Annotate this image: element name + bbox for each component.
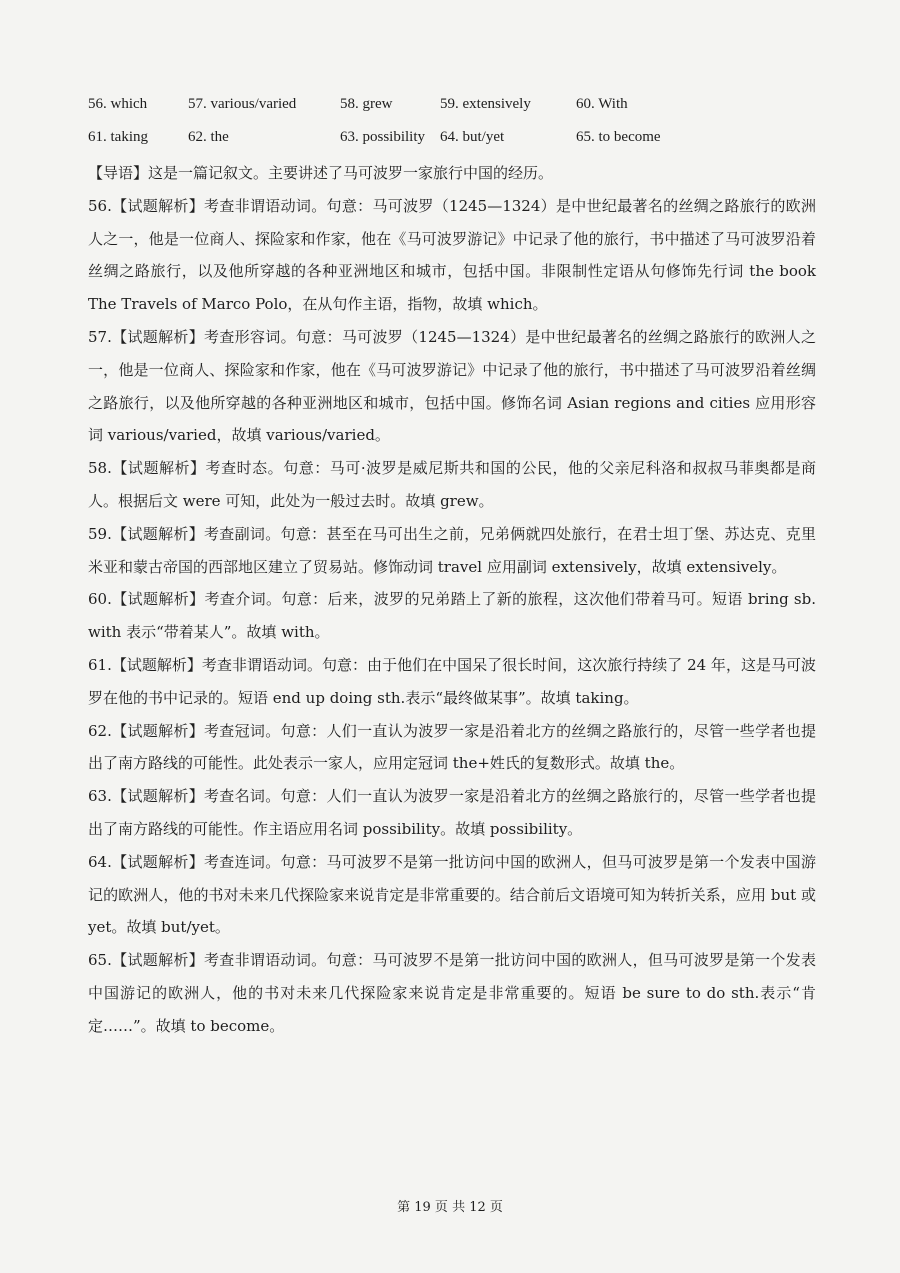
- answer-row: [88, 125, 828, 158]
- explanation-paragraph: 58.【试题解析】考查时态。句意：马可·波罗是威尼斯共和国的公民，他的父亲尼科洛和叔叔马菲奥都是商人。根据后文 were 可知，此处为一般过去时。故填 grew。: [88, 459, 816, 510]
- answer-item: 59. extensively: [440, 96, 531, 112]
- explanation-paragraph: 61.【试题解析】考查非谓语动词。句意：由于他们在中国呆了很长时间，这次旅行持续了 24 年，这是马可波罗在他的书中记录的。短语 end up doing sth.表示“最终做某事”。故填 taking。: [88, 655, 816, 707]
- explanation-paragraph: 56.【试题解析】考查非谓语动词。句意：马可波罗（1245—1324）是中世纪最著名的丝绸之路旅行的欧洲人之一，他是一位商人、探险家和作家，他在《马可波罗游记》中记录了他的旅行，书中描述了马可波罗沿着丝绸之路旅行，以及他所穿越的各种亚洲地区和城市，包括中国。非限制性定语从句修饰先行词 the book The Travels of Marco Polo，在从句作主语，指物，故填 which。: [88, 196, 816, 314]
- intro-paragraph: 【导语】这是一篇记叙文。主要讲述了马可波罗一家旅行中国的经历。: [88, 164, 554, 182]
- answer-key: [88, 92, 828, 158]
- explanation-paragraph: 62.【试题解析】考查冠词。句意：人们一直认为波罗一家是沿着北方的丝绸之路旅行的，尽管一些学者也提出了南方路线的可能性。此处表示一家人，应用定冠词 the+姓氏的复数形式。故填 the。: [88, 721, 816, 773]
- explanation-paragraph: 65.【试题解析】考查非谓语动词。句意：马可波罗不是第一批访问中国的欧洲人，但马可波罗是第一个发表中国游记的欧洲人，他的书对未来几代探险家来说肯定是非常重要的。短语 be sure to do sth.表示“肯定……”。故填 to become。: [88, 951, 816, 1035]
- answer-item: 60. With: [576, 96, 628, 112]
- page-number: 第 19 页 共 12 页: [397, 1200, 503, 1215]
- explanation-body: [88, 157, 816, 1043]
- answer-item: 65. to become: [576, 129, 661, 145]
- explanation-paragraph: 60.【试题解析】考查介词。句意：后来，波罗的兄弟踏上了新的旅程，这次他们带着马可。短语 bring sb. with 表示“带着某人”。故填 with。: [88, 590, 816, 642]
- answer-item: 57. various/varied: [188, 96, 297, 112]
- explanation-paragraph: 57.【试题解析】考查形容词。句意：马可波罗（1245—1324）是中世纪最著名的丝绸之路旅行的欧洲人之一，他是一位商人、探险家和作家，他在《马可波罗游记》中记录了他的旅行，书中描述了马可波罗沿着丝绸之路旅行，以及他所穿越的各种亚洲地区和城市，包括中国。修饰名词 Asian regions and cities 应用形容词 various/varied，故填 various/varied。: [88, 327, 816, 445]
- answer-item: 62. the: [188, 129, 229, 145]
- answer-item: 63. possibility: [340, 129, 426, 145]
- explanation-paragraph: 64.【试题解析】考查连词。句意：马可波罗不是第一批访问中国的欧洲人，但马可波罗是第一个发表中国游记的欧洲人，他的书对未来几代探险家来说肯定是非常重要的。结合前后文语境可知为转折关系，应用 but 或 yet。故填 but/yet。: [88, 852, 816, 937]
- explanation-paragraph: 59.【试题解析】考查副词。句意：甚至在马可出生之前，兄弟俩就四处旅行，在君士坦丁堡、苏达克、克里米亚和蒙古帝国的西部地区建立了贸易站。修饰动词 travel 应用副词 extensively，故填 extensively。: [88, 524, 816, 576]
- explanation-paragraph: 63.【试题解析】考查名词。句意：人们一直认为波罗一家是沿着北方的丝绸之路旅行的，尽管一些学者也提出了南方路线的可能性。作主语应用名词 possibility。故填 possibility。: [88, 787, 816, 838]
- answer-item: 58. grew: [340, 96, 393, 112]
- answer-row: [88, 92, 828, 125]
- answer-item: 64. but/yet: [440, 129, 505, 145]
- answer-item: 61. taking: [88, 129, 148, 145]
- answer-item: 56. which: [88, 96, 148, 112]
